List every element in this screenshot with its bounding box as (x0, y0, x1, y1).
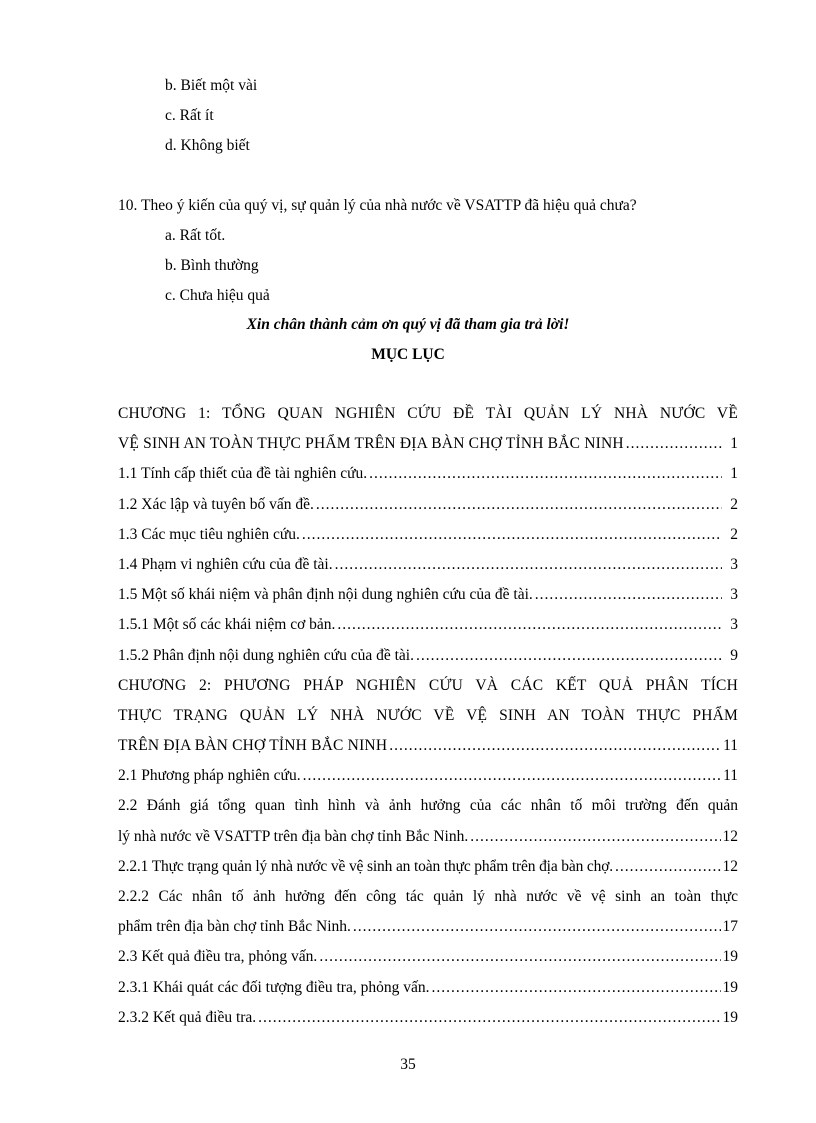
toc-entry[interactable] (118, 585, 738, 615)
toc-page-number: 3 (730, 555, 738, 573)
toc-entry[interactable] (118, 464, 738, 494)
question10-option-c: c. Chưa hiệu quả (165, 287, 270, 304)
toc-entry-label: lý nhà nước về VSATTP trên địa bàn chợ tỉnh Bắc Ninh. (118, 827, 469, 845)
table-of-contents (118, 404, 738, 1038)
toc-page-number: 19 (722, 1008, 738, 1026)
toc-page-number: 11 (723, 737, 738, 755)
toc-entry[interactable] (118, 766, 738, 796)
toc-chapter2-line1 (118, 676, 738, 706)
toc-page-number: 3 (730, 586, 738, 604)
toc-leader-dots (389, 736, 721, 756)
toc-leader-dots (535, 585, 722, 605)
toc-page-number: 1 (730, 465, 738, 483)
toc-leader-dots (258, 1008, 720, 1028)
toc-entry-label: 1.5.1 Một số các khái niệm cơ bản. (118, 616, 336, 634)
toc-entry-label: 1.5.2 Phân định nội dung nghiên cứu của đề tài. (118, 646, 414, 664)
toc-chapter2-title-line1: CHƯƠNG 2: PHƯƠNG PHÁP NGHIÊN CỨU VÀ CÁC KẾT QUẢ PHÂN TÍCH (118, 676, 738, 694)
toc-chapter1-line1 (118, 404, 738, 434)
toc-entry[interactable] (118, 1008, 738, 1038)
toc-entry-2-2-line1 (118, 796, 738, 826)
toc-page-number: 19 (722, 978, 738, 996)
toc-entry[interactable] (118, 555, 738, 585)
toc-leader-dots (353, 917, 721, 937)
toc-entry-label: 2.3 Kết quả điều tra, phỏng vấn. (118, 948, 318, 966)
toc-chapter1-title-line2: VỆ SINH AN TOÀN THỰC PHẨM TRÊN ĐỊA BÀN CHỢ TỈNH BẮC NINH (118, 435, 624, 453)
toc-leader-dots (337, 615, 722, 635)
toc-entry[interactable] (118, 857, 738, 887)
toc-entry[interactable] (118, 525, 738, 555)
toc-entry-label: 2.1 Phương pháp nghiên cứu. (118, 767, 301, 785)
toc-page-number: 12 (722, 857, 738, 875)
toc-entry[interactable] (118, 978, 738, 1008)
page-number: 35 (400, 1056, 416, 1073)
toc-entry-label: phẩm trên địa bàn chợ tỉnh Bắc Ninh. (118, 918, 351, 936)
toc-entry-label: 1.5 Một số khái niệm và phân định nội dung nghiên cứu của đề tài. (118, 586, 533, 604)
toc-leader-dots (626, 434, 722, 454)
toc-entry[interactable] (118, 615, 738, 645)
toc-entry[interactable] (118, 947, 738, 977)
toc-leader-dots (316, 495, 722, 515)
toc-chapter2-title-line2: THỰC TRẠNG QUẢN LÝ NHÀ NƯỚC VỀ VỆ SINH AN TOÀN THỰC PHẨM (118, 706, 738, 724)
thanks-message: Xin chân thành cảm ơn quý vị đã tham gia trả lời! (246, 316, 570, 333)
toc-leader-dots (319, 947, 720, 967)
toc-leader-dots (302, 525, 722, 545)
toc-page-number: 19 (722, 948, 738, 966)
toc-entry-2-2-2-line2[interactable] (118, 917, 738, 947)
toc-page-number: 2 (730, 495, 738, 513)
toc-entry-2-2-2-line1 (118, 887, 738, 917)
toc-page-number: 12 (722, 827, 738, 845)
toc-leader-dots (335, 555, 722, 575)
question10-option-b: b. Bình thường (165, 257, 259, 274)
survey-option-b: b. Biết một vài (165, 77, 258, 94)
toc-entry-label: 2.3.1 Khái quát các đối tượng điều tra, phỏng vấn. (118, 978, 430, 996)
toc-chapter2-title-line3: TRÊN ĐỊA BÀN CHỢ TỈNH BẮC NINH (118, 737, 388, 755)
toc-leader-dots (615, 857, 720, 877)
toc-leader-dots (416, 646, 722, 666)
toc-leader-dots (303, 766, 721, 786)
toc-entry-label: 1.4 Phạm vi nghiên cứu của đề tài. (118, 555, 333, 573)
toc-title: MỤC LỤC (371, 346, 445, 363)
toc-page-number: 9 (730, 646, 738, 664)
survey-option-d: d. Không biết (165, 137, 250, 154)
toc-entry-label: 1.1 Tính cấp thiết của đề tài nghiên cứu. (118, 465, 368, 483)
toc-entry[interactable] (118, 646, 738, 676)
toc-entry-label: 1.2 Xác lập và tuyên bố vấn đề. (118, 495, 314, 513)
toc-leader-dots (470, 827, 720, 847)
toc-entry-label: 2.2.2 Các nhân tố ảnh hưởng đến công tác quản lý nhà nước về vệ sinh an toàn thực (118, 888, 738, 905)
toc-leader-dots (369, 464, 722, 484)
toc-leader-dots (431, 978, 720, 998)
toc-chapter1-title-line1: CHƯƠNG 1: TỔNG QUAN NGHIÊN CỨU ĐỀ TÀI QUẢN LÝ NHÀ NƯỚC VỀ (118, 405, 738, 422)
survey-option-c: c. Rất ít (165, 107, 214, 124)
toc-page-number: 3 (730, 616, 738, 634)
survey-question-10: 10. Theo ý kiến của quý vị, sự quản lý của nhà nước về VSATTP đã hiệu quả chưa? (118, 197, 637, 214)
toc-page-number: 11 (723, 767, 738, 785)
toc-page-number: 1 (730, 435, 738, 453)
toc-chapter2-line3[interactable] (118, 736, 738, 766)
toc-entry-label: 2.2 Đánh giá tổng quan tình hình và ảnh hưởng của các nhân tố môi trường đến quản (118, 797, 738, 815)
toc-entry-label: 2.3.2 Kết quả điều tra. (118, 1008, 257, 1026)
question10-option-a: a. Rất tốt. (165, 227, 226, 244)
toc-chapter2-line2 (118, 706, 738, 736)
toc-page-number: 17 (722, 918, 738, 936)
toc-chapter1-line2[interactable] (118, 434, 738, 464)
toc-entry-2-2-line2[interactable] (118, 827, 738, 857)
toc-entry-label: 2.2.1 Thực trạng quản lý nhà nước về vệ sinh an toàn thực phẩm trên địa bàn chợ. (118, 857, 614, 875)
toc-entry[interactable] (118, 495, 738, 525)
toc-entry-label: 1.3 Các mục tiêu nghiên cứu. (118, 525, 300, 543)
toc-page-number: 2 (730, 525, 738, 543)
